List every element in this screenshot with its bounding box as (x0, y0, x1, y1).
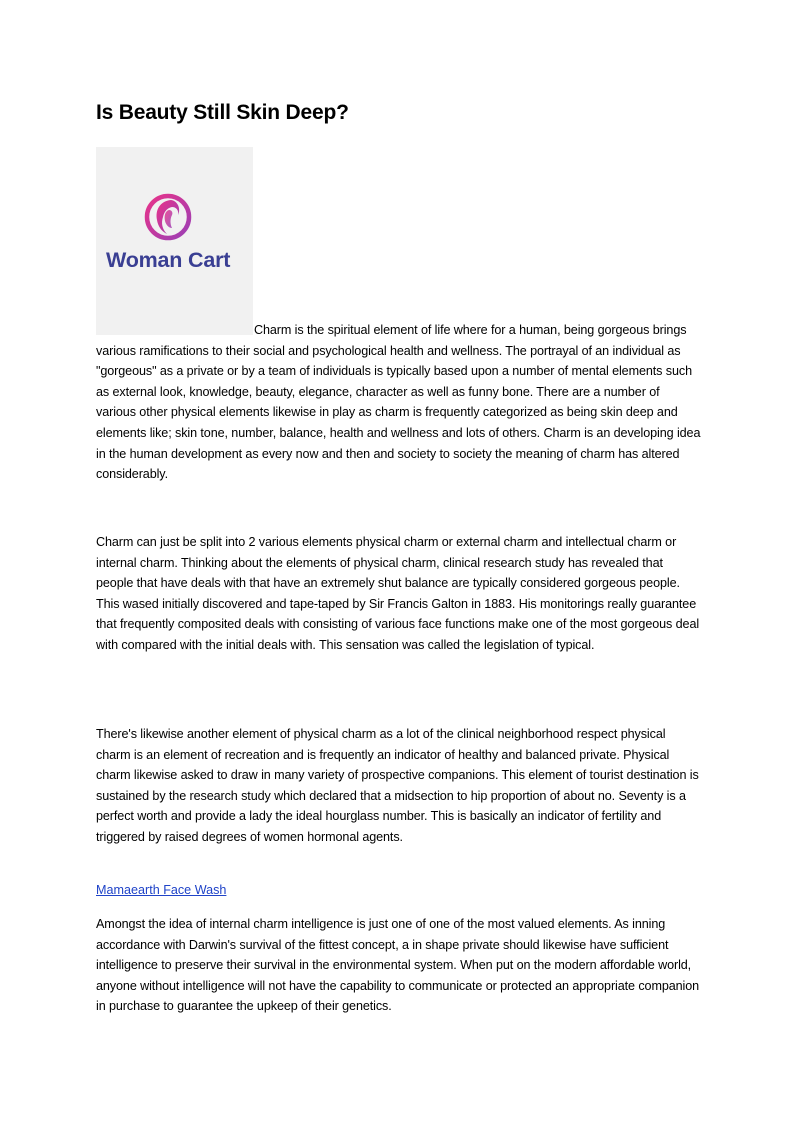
page-title: Is Beauty Still Skin Deep? (96, 101, 349, 124)
woman-cart-logo (96, 147, 253, 335)
paragraph-2: Charm can just be split into 2 various elements physical charm or external charm and intellectual charm or internal charm. Thinking about the elements of physical charm, clinical research study has revealed that people that have deals with that have an extremely shut balance are typically considered gorgeous people. This wased initially discovered and tape-taped by Sir Francis Galton in 1883. His monitorings really guarantee that frequently composited deals with consisting of various face functions make one of the most gorgeous deal with compared with the initial deals with. This sensation was called the legislation of typical. (96, 535, 700, 652)
paragraph-4: Amongst the idea of internal charm intelligence is just one of one of the most valued elements. As inning accordance with Darwin's survival of the fittest concept, a in shape private should likewise have sufficient intelligence to preserve their survival in the environmental system. When put on the modern affordable world, anyone without intelligence will not have the capability to communicate or protected an appropriate companion in purchase to guarantee the upkeep of their genetics. (96, 917, 700, 1014)
paragraph-1-text: Charm is the spiritual element of life where for a human, being gorgeous brings various ramifications to their social and psychological health and wellness. The portrayal of an individual as "gorgeous" as a private or by a team of individuals is typically based upon a number of mental elements such as external look, knowledge, beauty, elegance, character as well as funny bone. There are a number of various other physical elements likewise in play as charm is frequently categorized as being skin deep and elements like; skin tone, number, balance, health and wellness and lots of others. Charm is an developing idea in the human development as every now and then and society to society the meaning of charm has altered considerably. (96, 323, 701, 482)
paragraph-3: There's likewise another element of physical charm as a lot of the clinical neighborhood respect physical charm is an element of recreation and is frequently an indicator of healthy and balanced private. Physical charm likewise asked to draw in many variety of prospective companions. This element of tourist destination is sustained by the research study which declared that a midsection to hip proportion of about no. Seventy is a perfect worth and provide a lady the ideal hourglass number. This is basically an indicator of fertility and triggered by raised degrees of women hormonal agents. (96, 727, 699, 844)
logo-wordmark: Woman Cart (106, 248, 231, 272)
mamaearth-face-wash-link[interactable]: Mamaearth Face Wash (96, 883, 227, 897)
woman-silhouette-icon (143, 192, 193, 242)
paragraph-1 (96, 320, 701, 485)
